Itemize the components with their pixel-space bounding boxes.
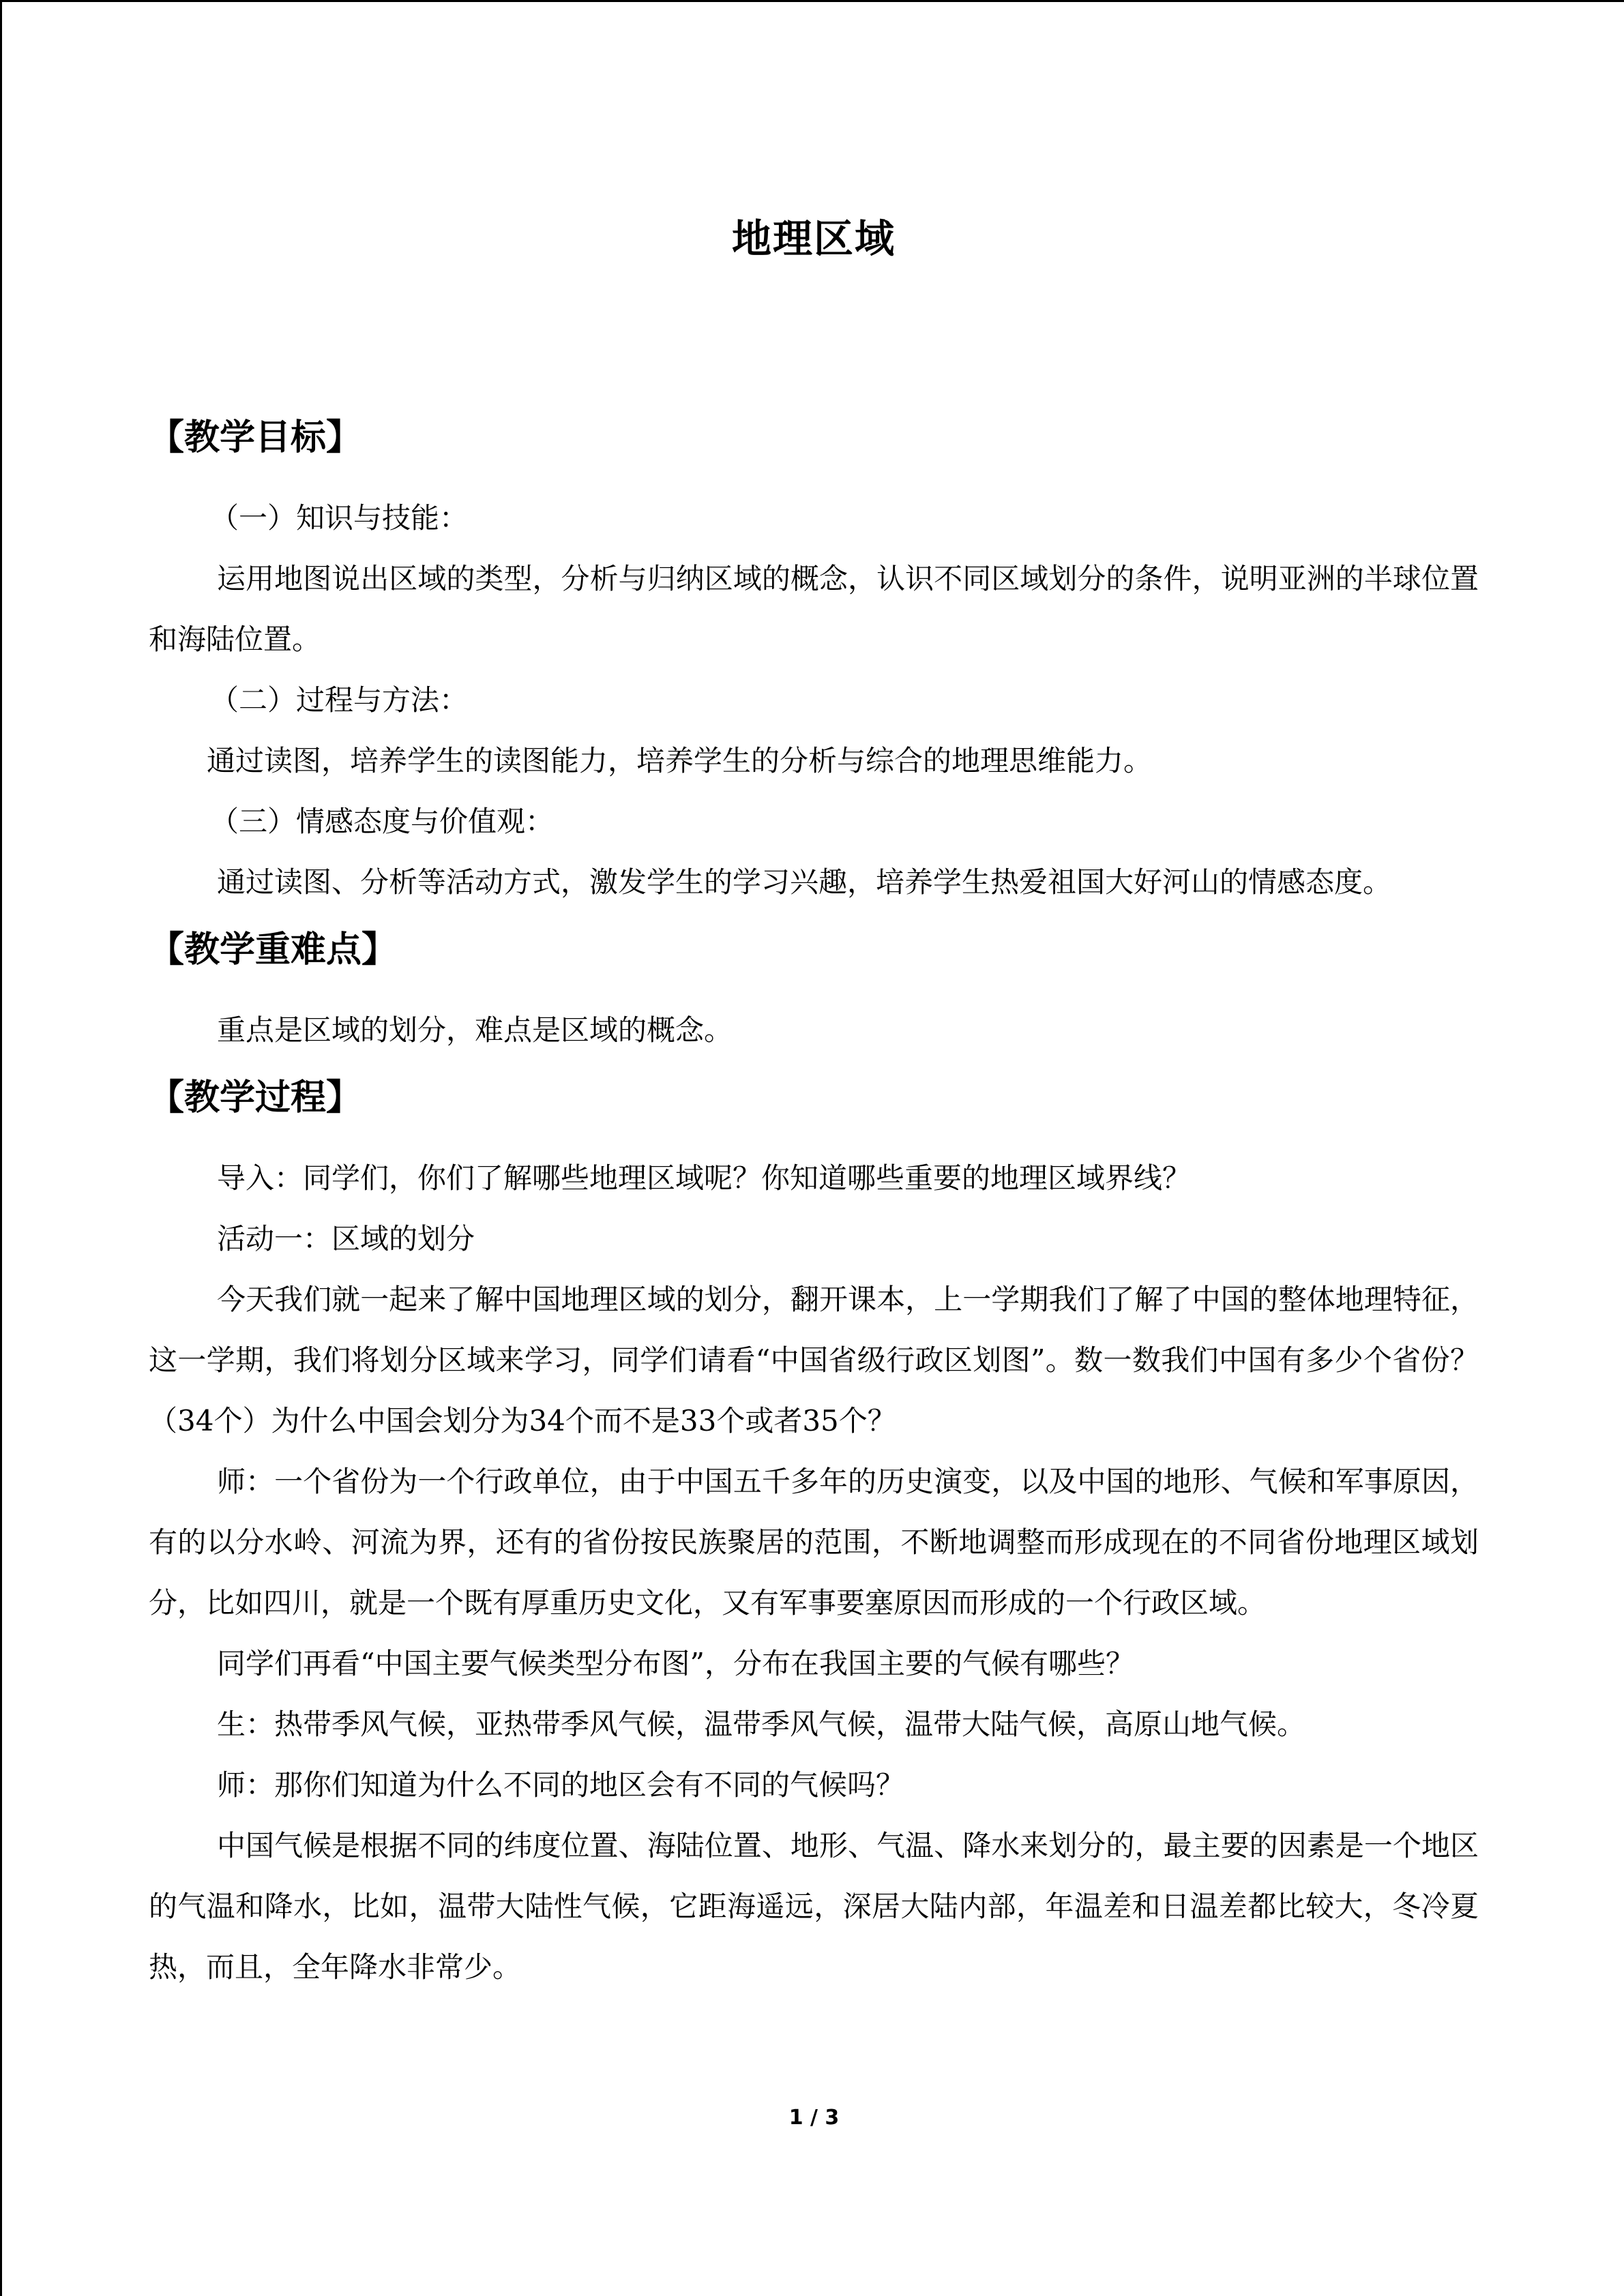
section-key-points xyxy=(149,912,1479,1060)
paragraph-activity-one: 活动一：区域的划分 xyxy=(217,1222,475,1255)
paragraph-teacher-question: 师：那你们知道为什么不同的地区会有不同的气候吗？ xyxy=(217,1768,905,1802)
subheading-process-methods: （二）过程与方法： xyxy=(210,683,469,717)
paragraph-attitudes-values: 通过读图、分析等活动方式，激发学生的学习兴趣，培养学生热爱祖国大好河山的情感态度。 xyxy=(217,865,1392,899)
section-heading-process: 【教学过程】 xyxy=(149,1077,362,1118)
paragraph-knowledge-skills: 运用地图说出区域的类型，分析与归纳区域的概念，认识不同区域划分的条件，说明亚洲的半球位置和海陆位置。 xyxy=(149,562,1479,656)
paragraph-region-division: 今天我们就一起来了解中国地理区域的划分，翻开课本，上一学期我们了解了中国的整体地理特征，这一学期，我们将划分区域来学习，同学们请看“中国省级行政区划图”。数一数我们中国有多少个省份？（34个）为什么中国会划分为34个而不是33个或者35个？ xyxy=(149,1283,1479,1437)
paragraph-introduction: 导入：同学们，你们了解哪些地理区域呢？你知道哪些重要的地理区域界线？ xyxy=(217,1161,1192,1195)
document-body xyxy=(149,207,1479,1997)
paragraph-student-answer: 生：热带季风气候，亚热带季风气候，温带季风气候，温带大陆气候，高原山地气候。 xyxy=(217,1708,1306,1741)
section-objectives xyxy=(149,400,1479,912)
paragraph-key-points: 重点是区域的划分，难点是区域的概念。 xyxy=(217,1013,733,1047)
section-process xyxy=(149,1060,1479,1997)
paragraph-climate-explanation: 中国气候是根据不同的纬度位置、海陆位置、地形、气温、降水来划分的，最主要的因素是一个地区的气温和降水，比如，温带大陆性气候，它距海遥远，深居大陆内部，年温差和日温差都比较大，冬冷夏热，而且，全年降水非常少。 xyxy=(149,1829,1479,1984)
page-number: 1 / 3 xyxy=(788,2106,840,2130)
subheading-knowledge-skills: （一）知识与技能： xyxy=(210,501,469,535)
paragraph-teacher-provinces: 师：一个省份为一个行政单位，由于中国五千多年的历史演变，以及中国的地形、气候和军事原因，有的以分水岭、河流为界，还有的省份按民族聚居的范围，不断地调整而形成现在的不同省份地理区域划分，比如四川，就是一个既有厚重历史文化，又有军事要塞原因而形成的一个行政区域。 xyxy=(149,1465,1479,1620)
paragraph-climate-map: 同学们再看“中国主要气候类型分布图”，分布在我国主要的气候有哪些？ xyxy=(217,1647,1134,1680)
paragraph-process-methods: 通过读图，培养学生的读图能力，培养学生的分析与综合的地理思维能力。 xyxy=(207,744,1153,777)
document-title: 地理区域 xyxy=(731,215,896,262)
section-heading-key-points: 【教学重难点】 xyxy=(149,929,398,970)
section-heading-objectives: 【教学目标】 xyxy=(149,417,362,458)
subheading-attitudes-values: （三）情感态度与价值观： xyxy=(210,805,555,838)
